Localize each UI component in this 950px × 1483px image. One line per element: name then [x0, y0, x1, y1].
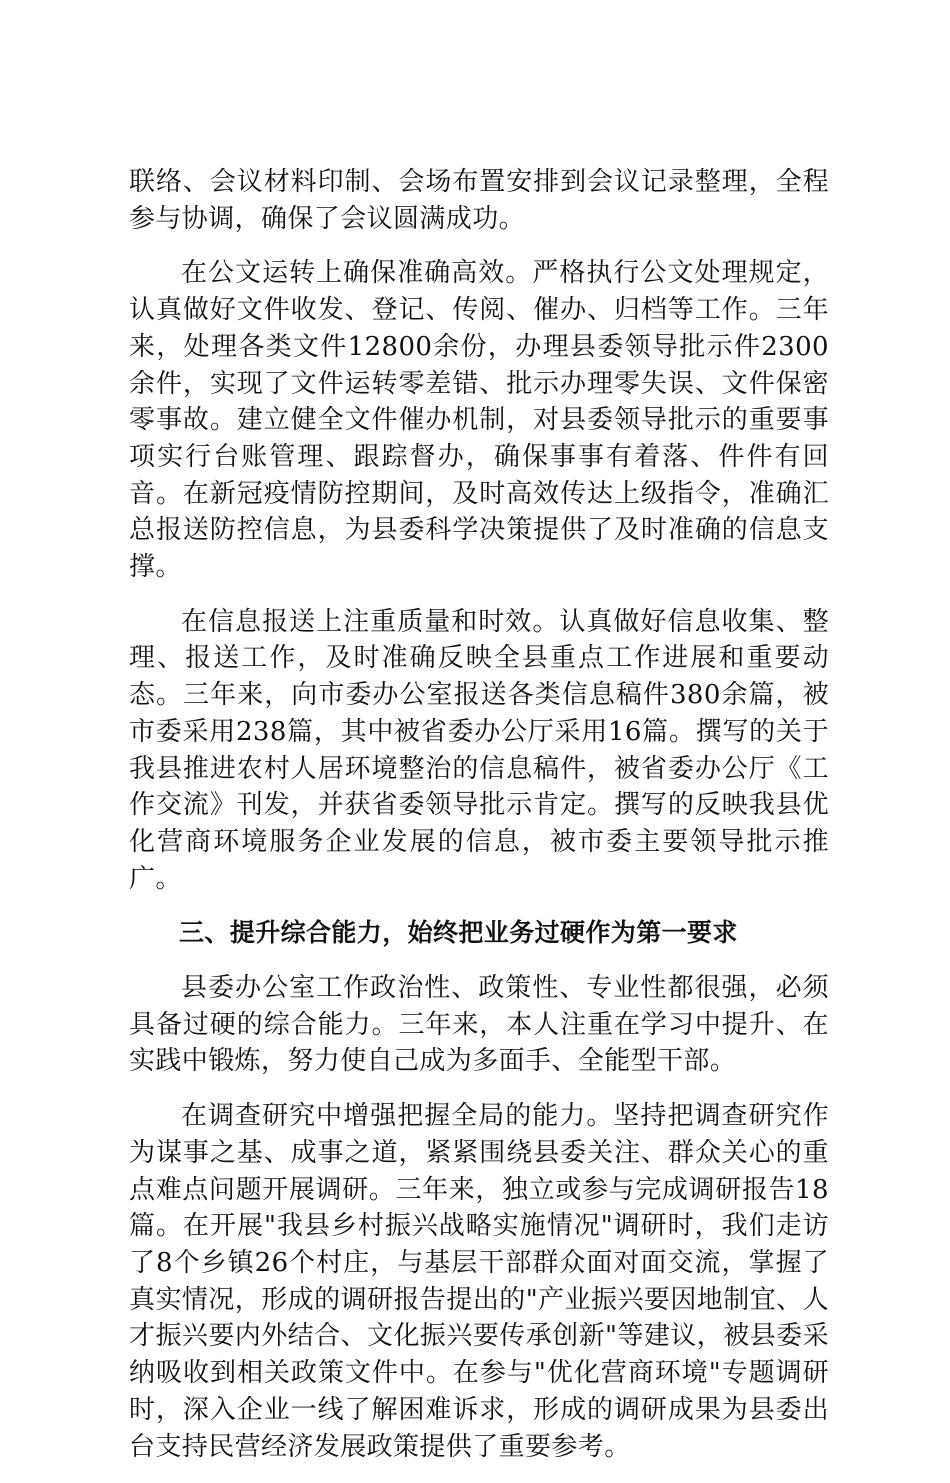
paragraph-comprehensive-ability: 县委办公室工作政治性、政策性、专业性都很强，必须具备过硬的综合能力。三年来，本人注重在学习中提升、在实践中锻炼，努力使自己成为多面手、全能型干部。	[129, 973, 829, 1077]
paragraph-document-circulation: 在公文运转上确保准确高效。严格执行公文处理规定，认真做好文件收发、登记、传阅、催办、归档等工作。三年来，处理各类文件12800余份，办理县委领导批示件2300余件，实现了文件运转零差错、批示办理零失误、文件保密零事故。建立健全文件催办机制，对县委领导批示的重要事项实行台账管理、跟踪督办，确保事事有着落、件件有回音。在新冠疫情防控期间，及时高效传达上级指令，准确汇总报送防控信息，为县委科学决策提供了及时准确的信息支撑。	[129, 258, 829, 583]
paragraph-meeting-continuation: 联络、会议材料印制、会场布置安排到会议记录整理，全程参与协调，确保了会议圆满成功。	[129, 167, 829, 234]
section-heading-3: 三、提升综合能力，始终把业务过硬作为第一要求	[179, 918, 738, 948]
document-body	[129, 164, 829, 1483]
paragraph-investigation-research: 在调查研究中增强把握全局的能力。坚持把调查研究作为谋事之基、成事之道，紧紧围绕县委关注、群众关心的重点难点问题开展调研。三年来，独立或参与完成调研报告18篇。在开展"我县乡村振兴战略实施情况"调研时，我们走访了8个乡镇26个村庄，与基层干部群众面对面交流，掌握了真实情况，形成的调研报告提出的"产业振兴要因地制宜、人才振兴要内外结合、文化振兴要传承创新"等建议，被县委采纳吸收到相关政策文件中。在参与"优化营商环境"专题调研时，深入企业一线了解困难诉求，形成的调研成果为县委出台支持民营经济发展政策提供了重要参考。	[129, 1101, 829, 1462]
paragraph-information-reporting: 在信息报送上注重质量和时效。认真做好信息收集、整理、报送工作，及时准确反映全县重点工作进展和重要动态。三年来，向市委办公室报送各类信息稿件380余篇，被市委采用238篇，其中被省委办公厅采用16篇。撰写的关于我县推进农村人居环境整治的信息稿件，被省委办公厅《工作交流》刊发，并获省委领导批示肯定。撰写的反映我县优化营商环境服务企业发展的信息，被市委主要领导批示推广。	[129, 606, 829, 894]
